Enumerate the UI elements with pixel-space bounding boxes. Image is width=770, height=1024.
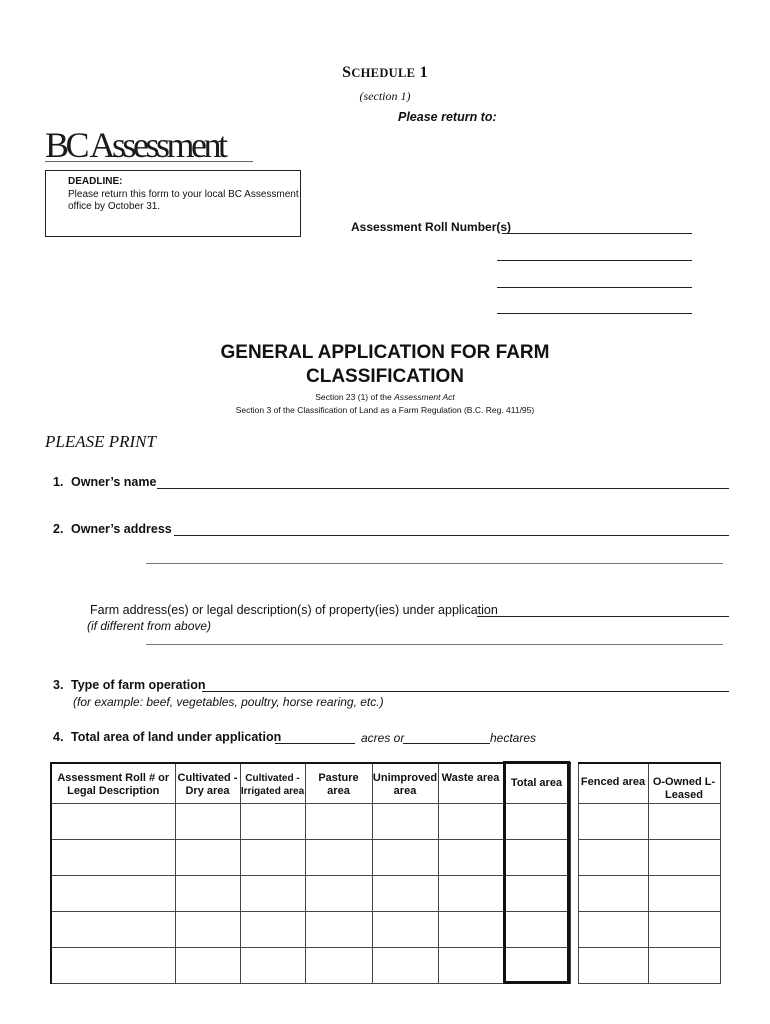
table-row [51, 911, 720, 947]
table-gap [570, 763, 578, 803]
cell-cultivated-dry[interactable] [175, 803, 240, 839]
cell-cultivated-dry[interactable] [175, 839, 240, 875]
cell-unimproved[interactable] [372, 947, 438, 983]
cell-pasture[interactable] [305, 911, 372, 947]
cell-fenced[interactable] [578, 947, 648, 983]
cell-roll-legal[interactable] [51, 875, 175, 911]
table-row [51, 803, 720, 839]
owner-name-field[interactable] [157, 488, 729, 489]
cell-waste[interactable] [438, 947, 503, 983]
roll-number-label: Assessment Roll Number(s) [351, 220, 512, 234]
form-title-line2: CLASSIFICATION [306, 366, 464, 387]
cell-ownership[interactable] [648, 911, 720, 947]
farm-address-note: (if different from above) [87, 619, 212, 633]
section-note: (section 1) [359, 89, 411, 103]
owner-address-field-line2[interactable] [146, 563, 723, 564]
cell-total-area[interactable] [503, 947, 570, 983]
cell-roll-legal[interactable] [51, 911, 175, 947]
roll-number-field[interactable] [497, 287, 692, 288]
cell-fenced[interactable] [578, 911, 648, 947]
farm-type-field[interactable] [202, 691, 729, 692]
cell-ownership[interactable] [648, 947, 720, 983]
table-row [51, 839, 720, 875]
header-unimproved: Unimproved area [372, 763, 438, 803]
cell-roll-legal[interactable] [51, 947, 175, 983]
cell-total-area[interactable] [503, 803, 570, 839]
cell-unimproved[interactable] [372, 839, 438, 875]
cell-cultivated-dry[interactable] [175, 911, 240, 947]
owner-name-label: 1. Owner’s name [53, 475, 157, 489]
cell-fenced[interactable] [578, 803, 648, 839]
cell-total-area[interactable] [503, 875, 570, 911]
table-gap [570, 911, 578, 947]
cell-waste[interactable] [438, 875, 503, 911]
acres-field[interactable] [275, 743, 355, 744]
cell-cultivated-irrigated[interactable] [240, 803, 305, 839]
deadline-box [45, 170, 301, 237]
cell-fenced[interactable] [578, 875, 648, 911]
farm-address-field[interactable] [477, 616, 729, 617]
farm-address-field-line2[interactable] [146, 644, 723, 645]
cell-pasture[interactable] [305, 947, 372, 983]
cell-pasture[interactable] [305, 803, 372, 839]
deadline-heading: DEADLINE: [68, 176, 123, 187]
cell-total-area[interactable] [503, 839, 570, 875]
acres-label: acres or [361, 731, 405, 745]
cell-waste[interactable] [438, 839, 503, 875]
cell-unimproved[interactable] [372, 803, 438, 839]
please-print-label: PLEASE PRINT [45, 432, 156, 451]
cell-pasture[interactable] [305, 839, 372, 875]
roll-number-field[interactable] [497, 313, 692, 314]
form-subtitle-act: Section 23 (1) of the Assessment Act [315, 392, 455, 402]
logo-rule [45, 161, 253, 162]
cell-ownership[interactable] [648, 839, 720, 875]
cell-pasture[interactable] [305, 875, 372, 911]
cell-cultivated-irrigated[interactable] [240, 911, 305, 947]
cell-cultivated-dry[interactable] [175, 875, 240, 911]
owner-address-label: 2. Owner’s address [53, 522, 172, 536]
cell-ownership[interactable] [648, 803, 720, 839]
cell-roll-legal[interactable] [51, 803, 175, 839]
hectares-label: hectares [490, 731, 537, 745]
farm-type-example: (for example: beef, vegetables, poultry, horse rearing, etc.) [73, 695, 384, 709]
farm-type-label: 3. Type of farm operation [53, 678, 206, 692]
table-gap [570, 839, 578, 875]
table-header-row [51, 763, 720, 803]
cell-cultivated-dry[interactable] [175, 947, 240, 983]
header-total-area: Total area [503, 763, 570, 803]
form-title-line1: GENERAL APPLICATION FOR FARM [220, 342, 550, 363]
cell-cultivated-irrigated[interactable] [240, 839, 305, 875]
cell-roll-legal[interactable] [51, 839, 175, 875]
hectares-field[interactable] [403, 743, 490, 744]
roll-number-field[interactable] [502, 233, 692, 234]
header-waste: Waste area [438, 763, 503, 803]
cell-total-area[interactable] [503, 911, 570, 947]
total-area-label: 4. Total area of land under application [53, 730, 282, 744]
roll-number-field[interactable] [497, 260, 692, 261]
table-row [51, 875, 720, 911]
return-to-label: Please return to: [398, 110, 497, 124]
cell-cultivated-irrigated[interactable] [240, 947, 305, 983]
cell-unimproved[interactable] [372, 911, 438, 947]
cell-waste[interactable] [438, 911, 503, 947]
header-pasture: Pasture area [305, 763, 372, 803]
header-ownership: O-Owned L- Leased [648, 763, 720, 803]
bc-assessment-logo: BC Assessment [45, 125, 225, 165]
header-fenced: Fenced area [578, 763, 648, 803]
header-cultivated-dry: Cultivated - Dry area [175, 763, 240, 803]
cell-waste[interactable] [438, 803, 503, 839]
table-gap [570, 803, 578, 839]
header-roll-legal: Assessment Roll # or Legal Description [51, 763, 175, 803]
table-body [51, 803, 720, 983]
schedule-heading: SCHEDULE 1 [342, 64, 428, 81]
table-row [51, 947, 720, 983]
deadline-text: Please return this form to your local BC Assessment office by October 31. [68, 188, 299, 212]
land-area-table [50, 762, 721, 984]
table-gap [570, 875, 578, 911]
farm-address-label: Farm address(es) or legal description(s) of property(ies) under application [90, 603, 498, 617]
table-gap [570, 947, 578, 983]
header-cultivated-irrigated: Cultivated - Irrigated area [240, 763, 305, 803]
cell-cultivated-irrigated[interactable] [240, 875, 305, 911]
cell-unimproved[interactable] [372, 875, 438, 911]
owner-address-field[interactable] [174, 535, 729, 536]
form-subtitle-regulation: Section 3 of the Classification of Land as a Farm Regulation (B.C. Reg. 411/95) [235, 405, 535, 415]
cell-fenced[interactable] [578, 839, 648, 875]
cell-ownership[interactable] [648, 875, 720, 911]
